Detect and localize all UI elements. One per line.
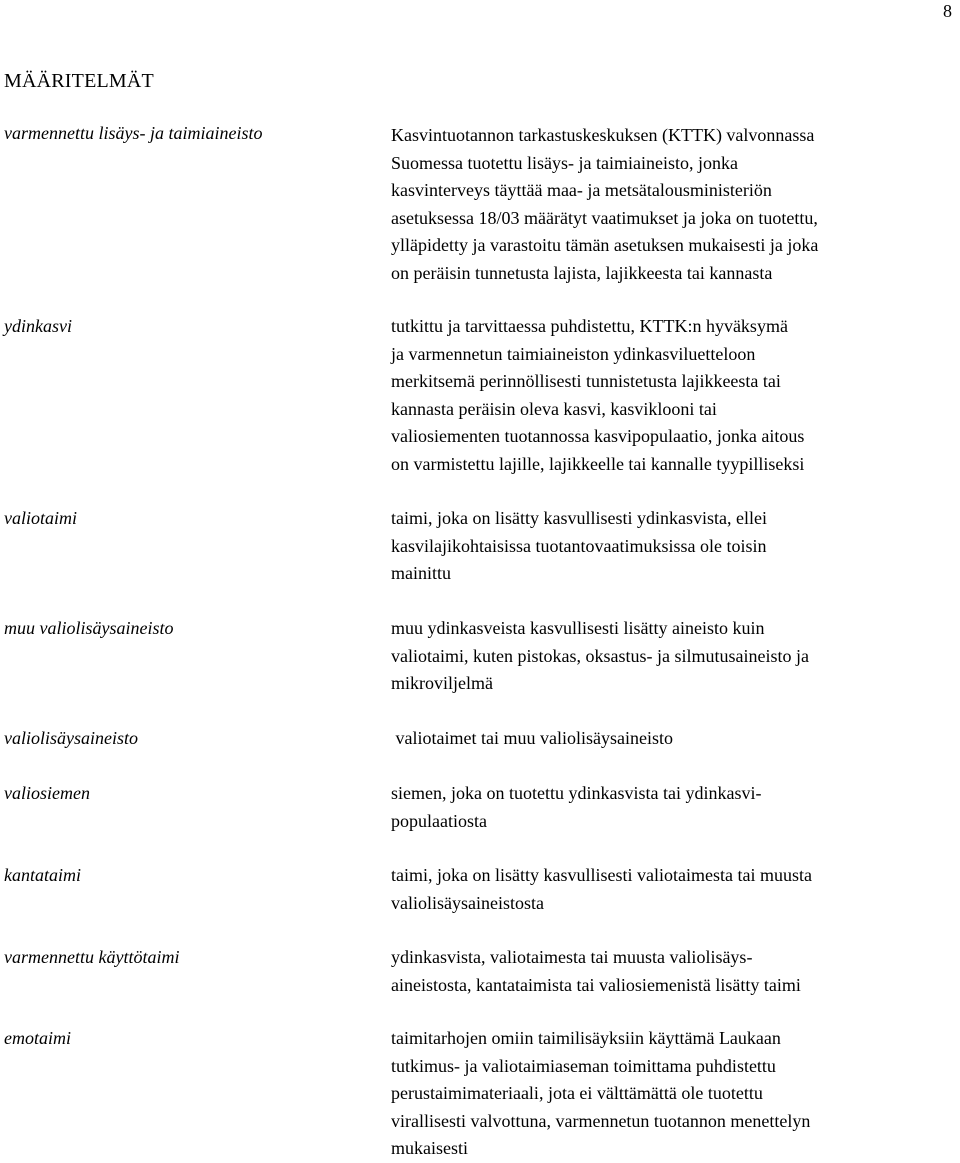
term-varmennettu-lisays-ja-taimiaineisto: varmennettu lisäys- ja taimiaineisto — [4, 123, 263, 143]
definition-line: tutkittu ja tarvittaessa puhdistettu, KTTK:n hyväksymä — [391, 316, 788, 336]
term-varmennettu-kayttotaimi: varmennettu käyttötaimi — [4, 947, 180, 967]
definition-line: mukaisesti — [391, 1138, 468, 1158]
definition-line: kasvinterveys täyttää maa- ja metsätalousministeriön — [391, 180, 772, 200]
term-emotaimi: emotaimi — [4, 1028, 71, 1048]
definition-varmennettu-kayttotaimi — [391, 944, 957, 999]
term-valiotaimi: valiotaimi — [4, 508, 77, 528]
definition-line: merkitsemä perinnöllisesti tunnistetusta lajikkeesta tai — [391, 371, 781, 391]
section-title: MÄÄRITELMÄT — [4, 70, 154, 92]
definition-kantataimi — [391, 862, 957, 917]
definition-line: ylläpidetty ja varastoitu tämän asetuksen mukaisesti ja joka — [391, 235, 819, 255]
definition-emotaimi — [391, 1025, 957, 1163]
definition-varmennettu-lisays-ja-taimiaineisto — [391, 122, 957, 287]
definition-muu-valiolisaysaineisto — [391, 615, 957, 698]
definition-line: siemen, joka on tuotettu ydinkasvista tai ydinkasvi- — [391, 783, 762, 803]
definition-line: taimitarhojen omiin taimilisäyksiin käyttämä Laukaan — [391, 1028, 781, 1048]
definition-valiotaimi — [391, 505, 957, 588]
definition-line: ydinkasvista, valiotaimesta tai muusta valiolisäys- — [391, 947, 753, 967]
term-ydinkasvi: ydinkasvi — [4, 316, 72, 336]
definition-line: Kasvintuotannon tarkastuskeskuksen (KTTK) valvonnassa — [391, 125, 815, 145]
definition-line: Suomessa tuotettu lisäys- ja taimiaineisto, jonka — [391, 152, 738, 173]
definition-line: populaatiosta — [391, 810, 487, 831]
definition-line: on peräisin tunnetusta lajista, lajikkeesta tai kannasta — [391, 262, 773, 283]
definition-line: mainittu — [391, 563, 451, 583]
definition-line: taimi, joka on lisätty kasvullisesti ydinkasvista, ellei — [391, 508, 767, 528]
term-muu-valiolisaysaineisto: muu valiolisäysaineisto — [4, 618, 174, 638]
definition-line: tutkimus- ja valiotaimiaseman toimittama puhdistettu — [391, 1055, 776, 1076]
definition-line: aineistosta, kantataimista tai valiosiemenistä lisätty taimi — [391, 974, 801, 995]
term-valiolisaysaineisto: valiolisäysaineisto — [4, 728, 138, 748]
definition-line: valiotaimi, kuten pistokas, oksastus- ja silmutusaineisto ja — [391, 645, 809, 666]
term-valiosiemen: valiosiemen — [4, 783, 90, 803]
definition-line: valiolisäysaineistosta — [391, 892, 544, 913]
definition-line: virallisesti valvottuna, varmennetun tuotannon menettelyn — [391, 1110, 811, 1131]
definition-line: perustaimimateriaali, jota ei välttämättä ole tuotettu — [391, 1083, 763, 1103]
definition-valiosiemen — [391, 780, 957, 835]
definition-line: muu ydinkasveista kasvullisesti lisätty aineisto kuin — [391, 618, 765, 638]
definition-valiolisaysaineisto — [391, 725, 957, 753]
definition-line: valiosiementen tuotannossa kasvipopulaatio, jonka aitous — [391, 426, 805, 446]
term-kantataimi: kantataimi — [4, 865, 81, 885]
definition-line: kannasta peräisin oleva kasvi, kasviklooni tai — [391, 398, 717, 419]
page-number: 8 — [943, 1, 952, 21]
definition-line: mikroviljelmä — [391, 673, 493, 693]
definition-line: on varmistettu lajille, lajikkeelle tai kannalle tyypilliseksi — [391, 453, 805, 474]
definition-line: valiotaimet tai muu valiolisäysaineisto — [391, 728, 673, 748]
definition-line: kasvilajikohtaisissa tuotantovaatimuksissa ole toisin — [391, 535, 767, 556]
definition-line: ja varmennetun taimiaineiston ydinkasviluetteloon — [391, 343, 756, 364]
definition-line: taimi, joka on lisätty kasvullisesti valiotaimesta tai muusta — [391, 865, 812, 885]
definition-line: asetuksessa 18/03 määrätyt vaatimukset ja joka on tuotettu, — [391, 207, 818, 228]
definition-ydinkasvi — [391, 313, 957, 478]
